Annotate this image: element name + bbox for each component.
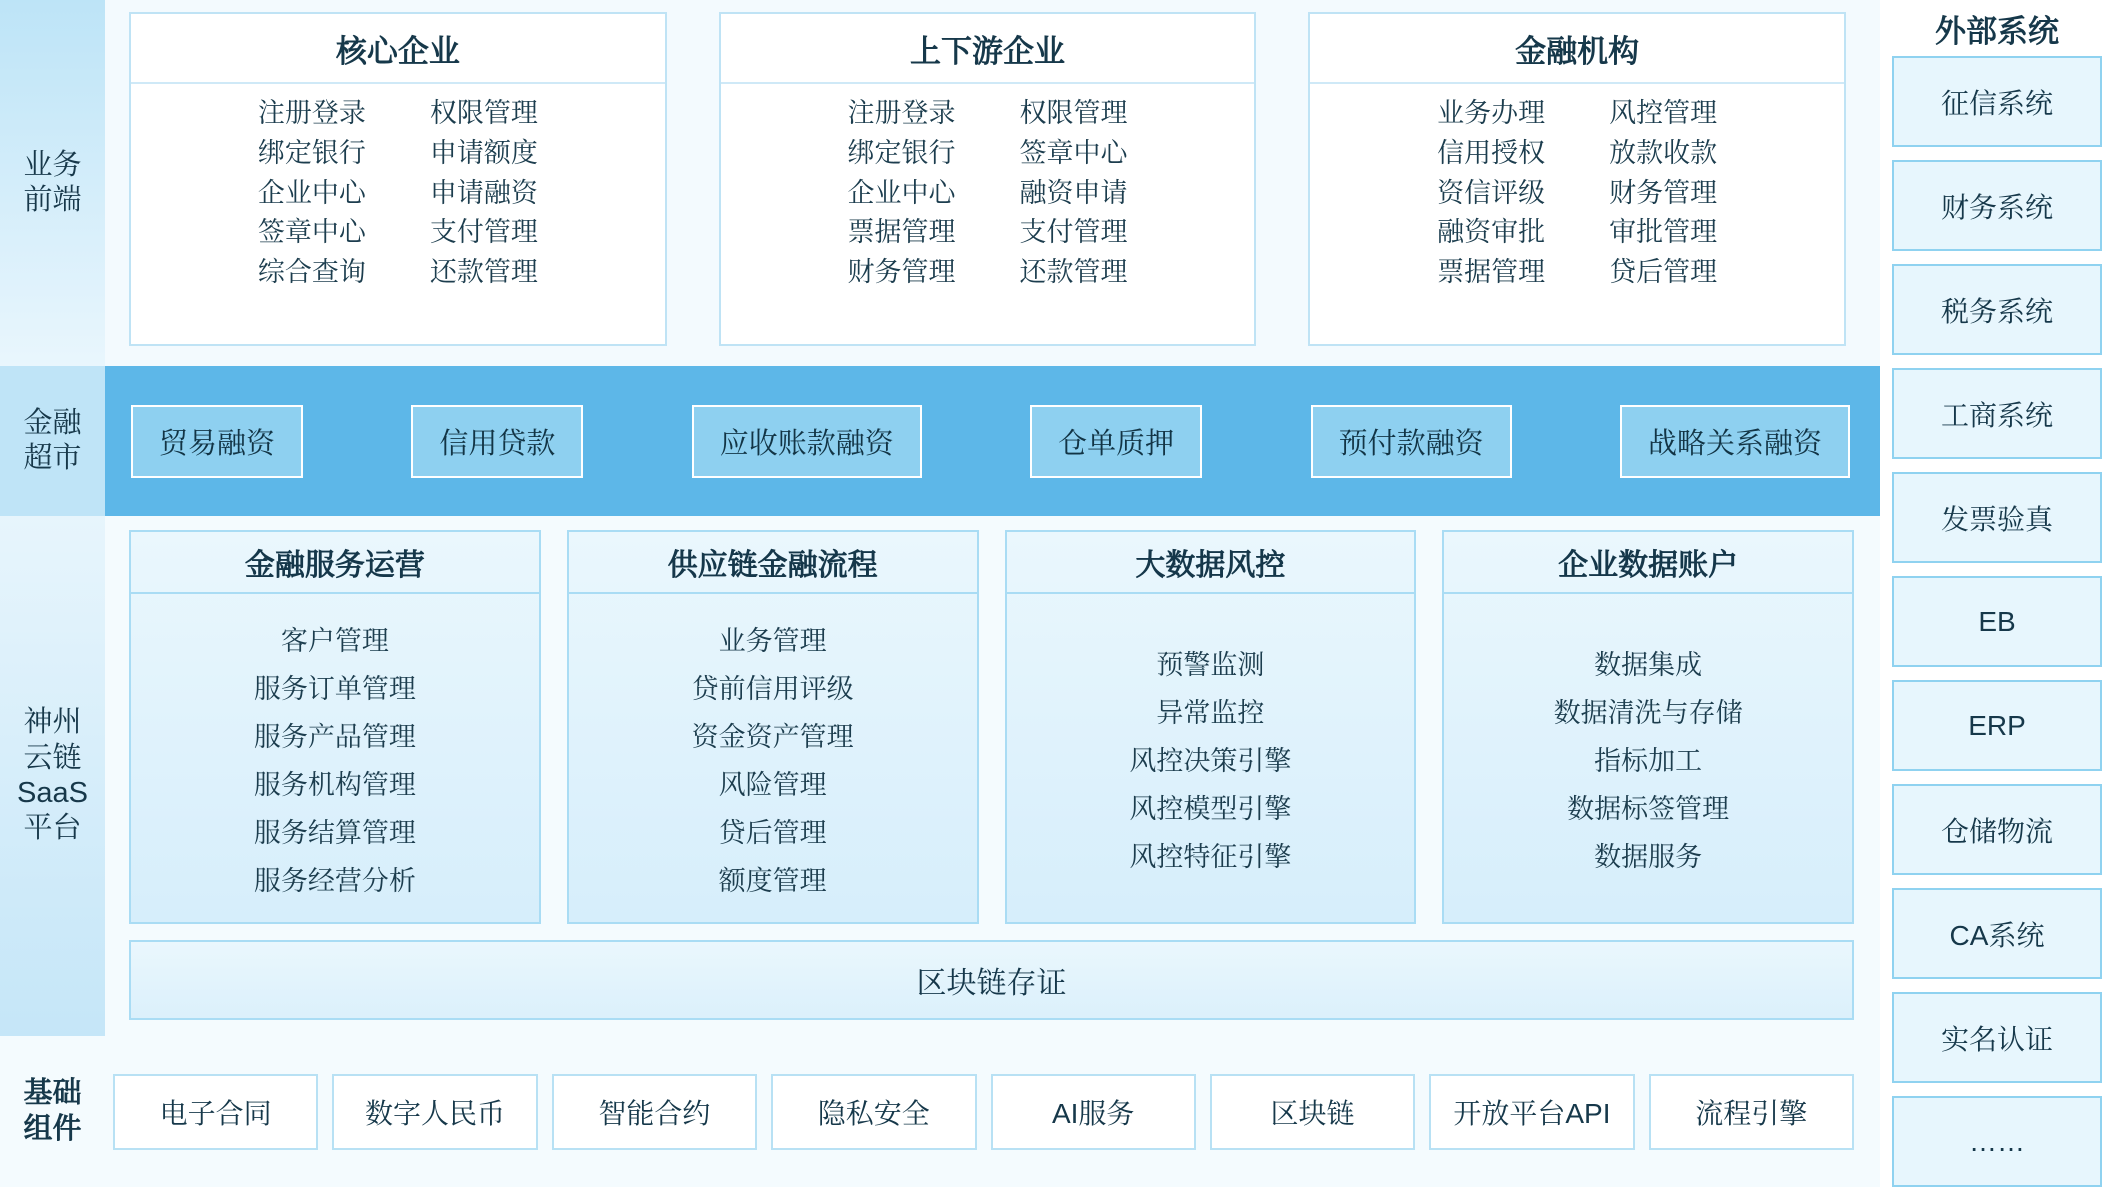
external-system-more[interactable]: …… <box>1892 1096 2102 1187</box>
card-core-enterprise[interactable] <box>129 12 667 346</box>
chip-prepayment-finance[interactable]: 预付款融资 <box>1311 405 1512 478</box>
list-item[interactable]: 风控管理 <box>1609 98 1718 128</box>
list-item[interactable]: 信用授权 <box>1437 137 1546 168</box>
list-item[interactable]: 指标加工 <box>1594 745 1703 776</box>
list-item[interactable]: 风控模型引擎 <box>1129 793 1292 824</box>
list-item[interactable]: 业务办理 <box>1437 98 1546 128</box>
list-item[interactable]: 综合查询 <box>257 257 366 288</box>
list-item[interactable]: 预警监测 <box>1156 649 1265 680</box>
list-item[interactable]: 风险管理 <box>718 769 827 800</box>
list-item[interactable]: 服务结算管理 <box>253 817 416 848</box>
external-system-industry-commerce[interactable]: 工商系统 <box>1892 368 2102 459</box>
list-item[interactable]: 申请额度 <box>429 137 538 168</box>
card-column-1 <box>1437 98 1545 334</box>
external-systems-title: 外部系统 <box>1935 13 2059 49</box>
external-system-ca[interactable]: CA系统 <box>1892 888 2102 979</box>
card-columns <box>1310 84 1844 344</box>
list-item[interactable]: 支付管理 <box>429 217 538 248</box>
external-system-warehouse-logistics[interactable]: 仓储物流 <box>1892 784 2102 875</box>
band-label-front-end-line1: 业务 <box>23 148 82 181</box>
list-item[interactable]: 数据服务 <box>1594 841 1703 872</box>
list-item[interactable]: 注册登录 <box>847 98 956 128</box>
band-finance-supermarket <box>0 366 1880 516</box>
list-item[interactable]: 还款管理 <box>429 257 538 288</box>
band-label-saas-platform-line1: 神州 <box>23 706 82 739</box>
list-item[interactable]: 贷后管理 <box>1609 257 1718 288</box>
chip-trade-finance[interactable]: 贸易融资 <box>131 405 303 478</box>
component-digital-rmb[interactable]: 数字人民币 <box>332 1074 537 1150</box>
card-items <box>1444 594 1852 922</box>
component-open-platform-api[interactable]: 开放平台API <box>1429 1074 1634 1150</box>
list-item[interactable]: 异常监控 <box>1156 697 1265 728</box>
list-item[interactable]: 服务机构管理 <box>253 769 416 800</box>
card-items <box>131 594 539 922</box>
card-items <box>569 594 977 922</box>
list-item[interactable]: 贷后管理 <box>718 817 827 848</box>
list-item[interactable]: 数据集成 <box>1594 649 1703 680</box>
list-item[interactable]: 企业中心 <box>847 177 956 208</box>
list-item[interactable]: 数据清洗与存储 <box>1553 697 1743 728</box>
list-item[interactable]: 放款收款 <box>1609 137 1718 168</box>
component-smart-contract[interactable]: 智能合约 <box>552 1074 757 1150</box>
list-item[interactable]: 融资申请 <box>1019 177 1128 208</box>
card-columns <box>131 84 665 344</box>
list-item[interactable]: 权限管理 <box>429 98 538 128</box>
card-supply-chain-finance-process[interactable] <box>567 530 979 924</box>
band-label-base-components <box>0 1076 105 1147</box>
card-items <box>1007 594 1415 922</box>
band-label-saas-platform-line4: 平台 <box>23 812 82 845</box>
card-title: 金融机构 <box>1310 14 1844 84</box>
band-base-components <box>0 1036 1880 1187</box>
card-column-1 <box>848 98 956 334</box>
card-column-2 <box>1609 98 1717 334</box>
chip-warehouse-receipt-pledge[interactable]: 仓单质押 <box>1030 405 1202 478</box>
component-blockchain[interactable]: 区块链 <box>1210 1074 1415 1150</box>
list-item[interactable]: 企业中心 <box>257 177 366 208</box>
list-item[interactable]: 融资审批 <box>1437 217 1546 248</box>
list-item[interactable]: 资金资产管理 <box>691 721 854 752</box>
component-privacy-security[interactable]: 隐私安全 <box>771 1074 976 1150</box>
external-system-credit-reporting[interactable]: 征信系统 <box>1892 56 2102 147</box>
band-label-front-end <box>0 0 105 366</box>
list-item[interactable]: 风控特征引擎 <box>1129 841 1292 872</box>
component-process-engine[interactable]: 流程引擎 <box>1649 1074 1854 1150</box>
card-title: 企业数据账户 <box>1444 532 1852 594</box>
list-item[interactable]: 审批管理 <box>1609 217 1718 248</box>
card-financial-service-operation[interactable] <box>129 530 541 924</box>
list-item[interactable]: 票据管理 <box>1437 257 1546 288</box>
finance-supermarket-chips <box>105 366 1880 516</box>
list-item[interactable]: 贷前信用评级 <box>691 673 854 704</box>
saas-platform-body <box>105 516 1880 1036</box>
card-financial-institution[interactable] <box>1308 12 1846 346</box>
list-item[interactable]: 服务订单管理 <box>253 673 416 704</box>
band-label-finance-supermarket-line1: 金融 <box>23 406 82 439</box>
saas-cards <box>129 530 1854 924</box>
band-label-front-end-line2: 前端 <box>23 184 82 216</box>
list-item[interactable]: 注册登录 <box>257 98 366 128</box>
card-title: 供应链金融流程 <box>569 532 977 594</box>
external-system-tax[interactable]: 税务系统 <box>1892 264 2102 355</box>
list-item[interactable]: 服务经营分析 <box>253 865 416 896</box>
band-saas-platform <box>0 516 1880 1036</box>
band-label-saas-platform <box>0 516 105 1036</box>
chip-strategic-relation-finance[interactable]: 战略关系融资 <box>1620 405 1850 478</box>
external-system-eb[interactable]: EB <box>1892 576 2102 667</box>
list-item[interactable]: 支付管理 <box>1019 217 1128 248</box>
external-system-erp[interactable]: ERP <box>1892 680 2102 771</box>
band-label-base-components-line2: 组件 <box>23 1112 82 1145</box>
list-item[interactable]: 业务管理 <box>718 625 827 656</box>
card-upstream-downstream-enterprise[interactable] <box>719 12 1257 346</box>
card-title: 核心企业 <box>131 14 665 84</box>
card-title: 大数据风控 <box>1007 532 1415 594</box>
list-item[interactable]: 数据标签管理 <box>1567 793 1730 824</box>
component-electronic-contract[interactable]: 电子合同 <box>113 1074 318 1150</box>
list-item[interactable]: 服务产品管理 <box>253 721 416 752</box>
external-system-real-name-auth[interactable]: 实名认证 <box>1892 992 2102 1083</box>
band-label-base-components-line1: 基础 <box>23 1077 82 1110</box>
front-end-cards <box>105 0 1880 366</box>
component-ai-service[interactable]: AI服务 <box>991 1074 1196 1150</box>
list-item[interactable]: 申请融资 <box>429 177 538 208</box>
card-column-2 <box>430 98 538 334</box>
list-item[interactable]: 客户管理 <box>280 625 389 656</box>
list-item[interactable]: 还款管理 <box>1019 257 1128 288</box>
card-column-1 <box>258 98 366 334</box>
list-item[interactable]: 财务管理 <box>847 257 956 288</box>
card-column-2 <box>1020 98 1128 334</box>
list-item[interactable]: 绑定银行 <box>257 137 366 168</box>
list-item[interactable]: 权限管理 <box>1019 98 1128 128</box>
base-component-list <box>105 1074 1880 1150</box>
card-columns <box>721 84 1255 344</box>
band-label-saas-platform-line2: 云链 <box>23 741 82 774</box>
band-label-finance-supermarket <box>0 366 105 516</box>
list-item[interactable]: 票据管理 <box>847 217 956 248</box>
list-item[interactable]: 风控决策引擎 <box>1129 745 1292 776</box>
list-item[interactable]: 资信评级 <box>1437 177 1546 208</box>
list-item[interactable]: 绑定银行 <box>847 137 956 168</box>
external-system-invoice-verification[interactable]: 发票验真 <box>1892 472 2102 563</box>
card-big-data-risk-control[interactable] <box>1005 530 1417 924</box>
blockchain-notarization-bar[interactable]: 区块链存证 <box>129 940 1854 1020</box>
chip-receivables-finance[interactable]: 应收账款融资 <box>692 405 922 478</box>
list-item[interactable]: 财务管理 <box>1609 177 1718 208</box>
card-title: 上下游企业 <box>721 14 1255 84</box>
external-systems-panel <box>1880 0 2114 1187</box>
band-label-saas-platform-line3: SaaS <box>17 777 88 809</box>
band-label-finance-supermarket-line2: 超市 <box>23 442 82 474</box>
list-item[interactable]: 签章中心 <box>257 217 366 248</box>
card-enterprise-data-account[interactable] <box>1442 530 1854 924</box>
chip-credit-loan[interactable]: 信用贷款 <box>411 405 583 478</box>
band-front-end <box>0 0 1880 366</box>
external-system-finance[interactable]: 财务系统 <box>1892 160 2102 251</box>
card-title: 金融服务运营 <box>131 532 539 594</box>
list-item[interactable]: 额度管理 <box>718 865 827 896</box>
list-item[interactable]: 签章中心 <box>1019 137 1128 168</box>
external-systems-list <box>1892 56 2102 1187</box>
